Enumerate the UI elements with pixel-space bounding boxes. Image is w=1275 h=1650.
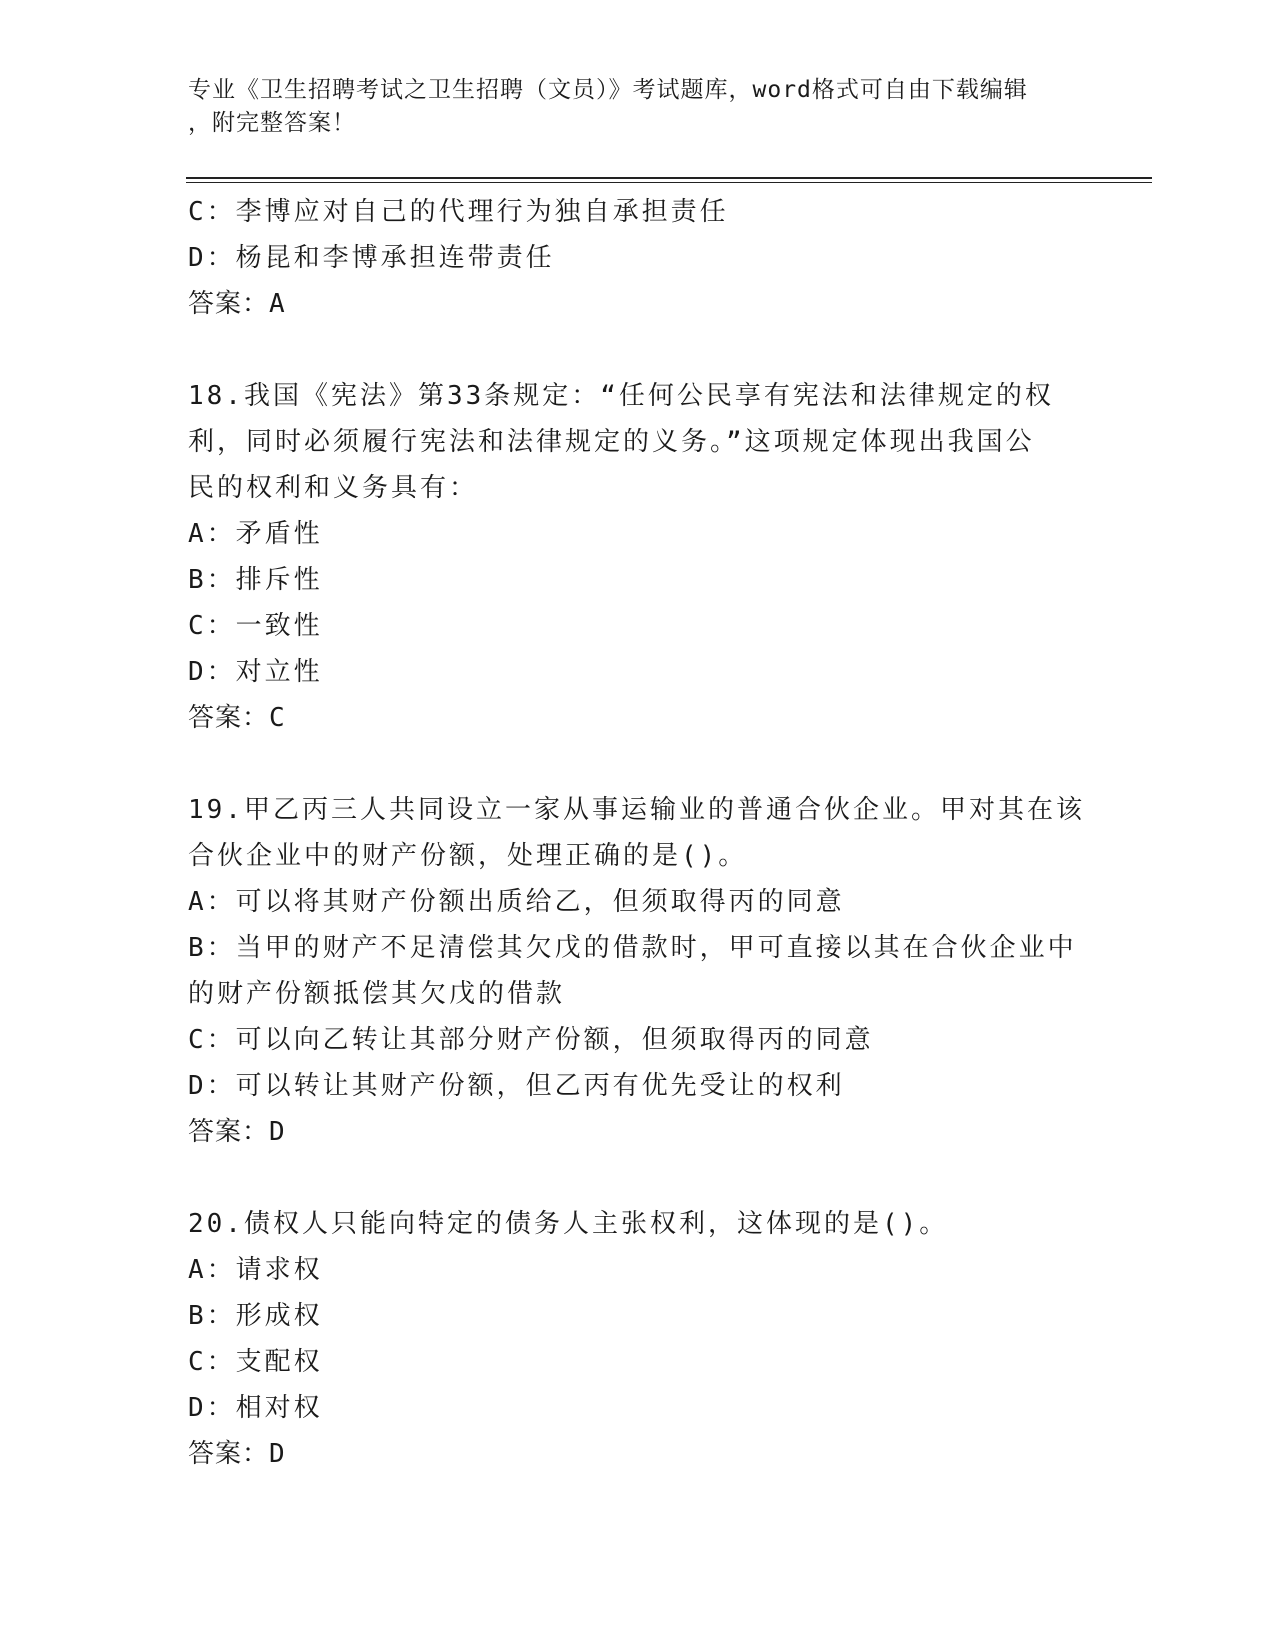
option-a: A：请求权 xyxy=(188,1255,323,1285)
header-divider-thin xyxy=(186,182,1152,183)
answer-line: 答案：C xyxy=(188,703,286,733)
question-stem-line: 20.债权人只能向特定的债务人主张权利，这体现的是()。 xyxy=(188,1209,949,1239)
option-b: B：形成权 xyxy=(188,1301,323,1331)
option-c: C：可以向乙转让其部分财产份额，但须取得丙的同意 xyxy=(188,1025,874,1055)
option-c: C：支配权 xyxy=(188,1347,323,1377)
option-b-continued: 的财产份额抵偿其欠戊的借款 xyxy=(188,979,566,1009)
answer-line: 答案：A xyxy=(188,289,286,319)
question-18 xyxy=(188,373,1088,741)
option-b: B：排斥性 xyxy=(188,565,323,595)
question-stem-line: 利，同时必须履行宪法和法律规定的义务。”这项规定体现出我国公 xyxy=(188,427,1035,457)
option-c: C：一致性 xyxy=(188,611,323,641)
option-d: D：相对权 xyxy=(188,1393,323,1423)
option-d: D：杨昆和李博承担连带责任 xyxy=(188,243,555,273)
option-b: B：当甲的财产不足清偿其欠戊的借款时，甲可直接以其在合伙企业中 xyxy=(188,933,1077,963)
header-line-2: ，附完整答案！ xyxy=(188,110,356,136)
header-line-1: 专业《卫生招聘考试之卫生招聘（文员）》考试题库，word格式可自由下载编辑 xyxy=(188,77,1028,103)
question-17-tail xyxy=(188,189,1088,327)
answer-line: 答案：D xyxy=(188,1439,286,1469)
answer-line: 答案：D xyxy=(188,1117,286,1147)
option-d: D：可以转让其财产份额，但乙丙有优先受让的权利 xyxy=(188,1071,845,1101)
question-stem-line: 民的权利和义务具有： xyxy=(188,473,479,503)
option-a: A：矛盾性 xyxy=(188,519,323,549)
document-header xyxy=(188,74,1088,140)
question-stem-line: 合伙企业中的财产份额，处理正确的是()。 xyxy=(188,841,748,871)
question-stem-line: 19.甲乙丙三人共同设立一家从事运输业的普通合伙企业。甲对其在该 xyxy=(188,795,1085,825)
question-20 xyxy=(188,1201,1088,1477)
question-stem-line: 18.我国《宪法》第33条规定：“任何公民享有宪法和法律规定的权 xyxy=(188,381,1054,411)
option-c: C：李博应对自己的代理行为独自承担责任 xyxy=(188,197,729,227)
header-divider-thick xyxy=(186,177,1152,179)
question-list xyxy=(188,189,1088,1477)
option-a: A：可以将其财产份额出质给乙，但须取得丙的同意 xyxy=(188,887,845,917)
option-d: D：对立性 xyxy=(188,657,323,687)
question-19 xyxy=(188,787,1088,1155)
